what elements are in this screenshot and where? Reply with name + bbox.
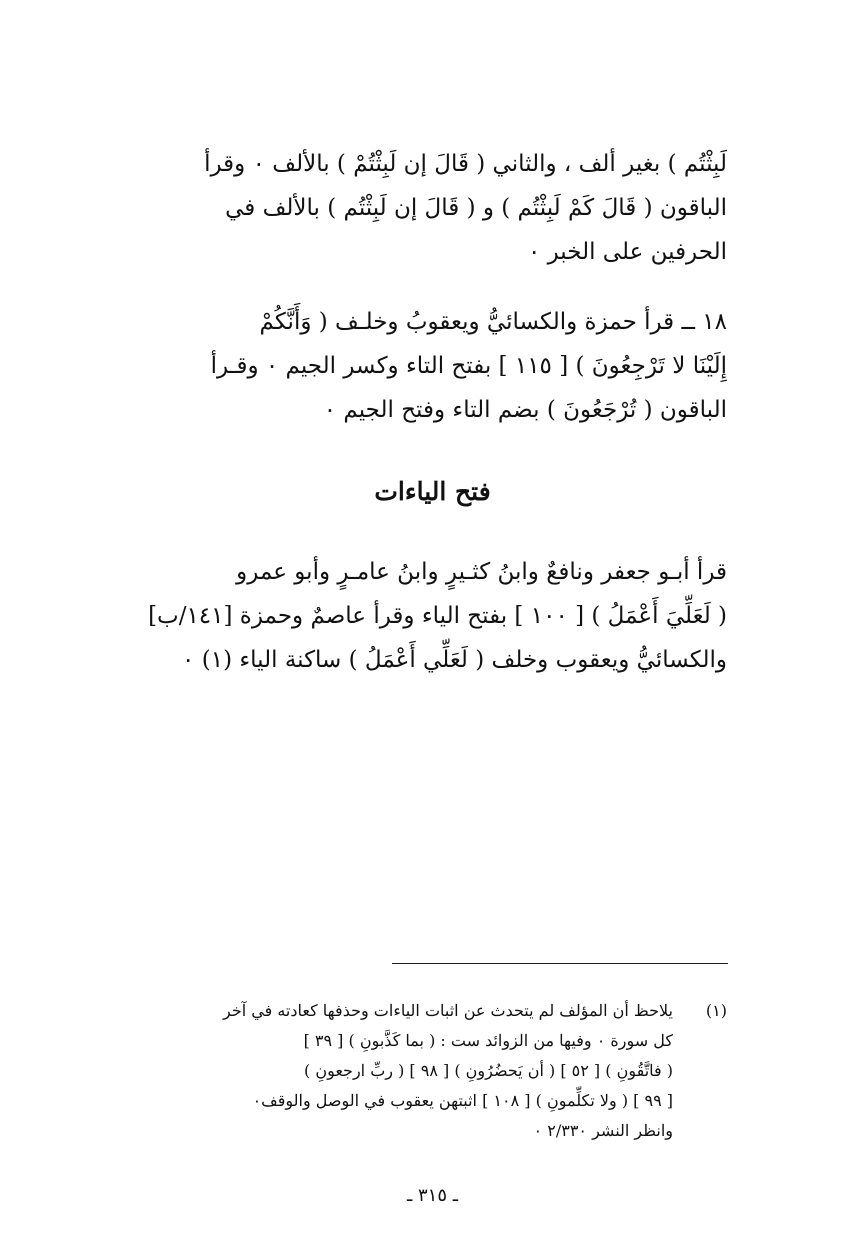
- footnote-body: [123, 996, 673, 1146]
- footnote-divider: [392, 963, 728, 964]
- paragraph-3: [137, 550, 727, 682]
- paragraph-2: [137, 300, 727, 432]
- text-line: الباقون ( تُرْجَعُونَ ) بضم التاء وفتح الجيم ٠: [323, 397, 727, 423]
- section-heading: فتح الياءات: [374, 477, 491, 506]
- footnote: [123, 996, 727, 1146]
- footnote-line: ( فاتَّقُونِ ) [ ٥٢ ] ( أن يَحضُرُونِ ) [ ٩٨ ] ( ربِّ ارجعونِ ): [303, 1061, 673, 1080]
- text-line: ١٨ ــ قرأ حمزة والكسائيُّ ويعقوبُ وخلـف ( وَأَنَّكُمْ: [259, 309, 727, 335]
- text-line: لَبِثْتُم ) بغير ألف ، والثاني ( قَالَ إن لَبِثْتُمْ ) بالألف ٠ وقرأ: [204, 151, 727, 177]
- text-line: قرأ أبـو جعفر ونافعٌ وابنُ كثـيرٍ وابنُ عامـرٍ وأبو عمرو: [236, 559, 727, 585]
- text-line: الحرفين على الخبر ٠: [527, 239, 727, 265]
- footnote-line: وانظر النشر ٢/٣٣٠ ٠: [533, 1121, 673, 1140]
- footnote-line: كل سورة ٠ وفيها من الزوائد ست : ( بما كَذَّبونِ ) [ ٣٩ ]: [303, 1031, 673, 1050]
- text-line: والكسائيُّ ويعقوب وخلف ( لَعَلِّي أَعْمَلُ ) ساكنة الياء (١) ٠: [182, 647, 727, 673]
- text-line: الباقون ( قَالَ كَمْ لَبِثْتُم ) و ( قَالَ إن لَبِثْتُم ) بالألف في: [225, 195, 727, 221]
- paragraph-1: [137, 142, 727, 274]
- page-number: ـ ٣١٥ ـ: [406, 1185, 458, 1206]
- text-line: ( لَعَلِّيَ أَعْمَلُ ) [ ١٠٠ ] بفتح الياء وقرأ عاصمٌ وحمزة [١٤١/ب]: [148, 603, 727, 629]
- footnote-line: يلاحظ أن المؤلف لم يتحدث عن اثبات الياءات وحذفها كعادته في آخر: [223, 1001, 673, 1020]
- footnote-line: [ ٩٩ ] ( ولا تكلِّمونِ ) [ ١٠٨ ] اثبتهن يعقوب في الوصل والوقف٠: [252, 1091, 673, 1110]
- footnote-marker: (١): [705, 1001, 727, 1020]
- text-line: إِلَيْنَا لا تَرْجِعُونَ ) [ ١١٥ ] بفتح التاء وكسر الجيم ٠ وقـرأ: [210, 353, 727, 379]
